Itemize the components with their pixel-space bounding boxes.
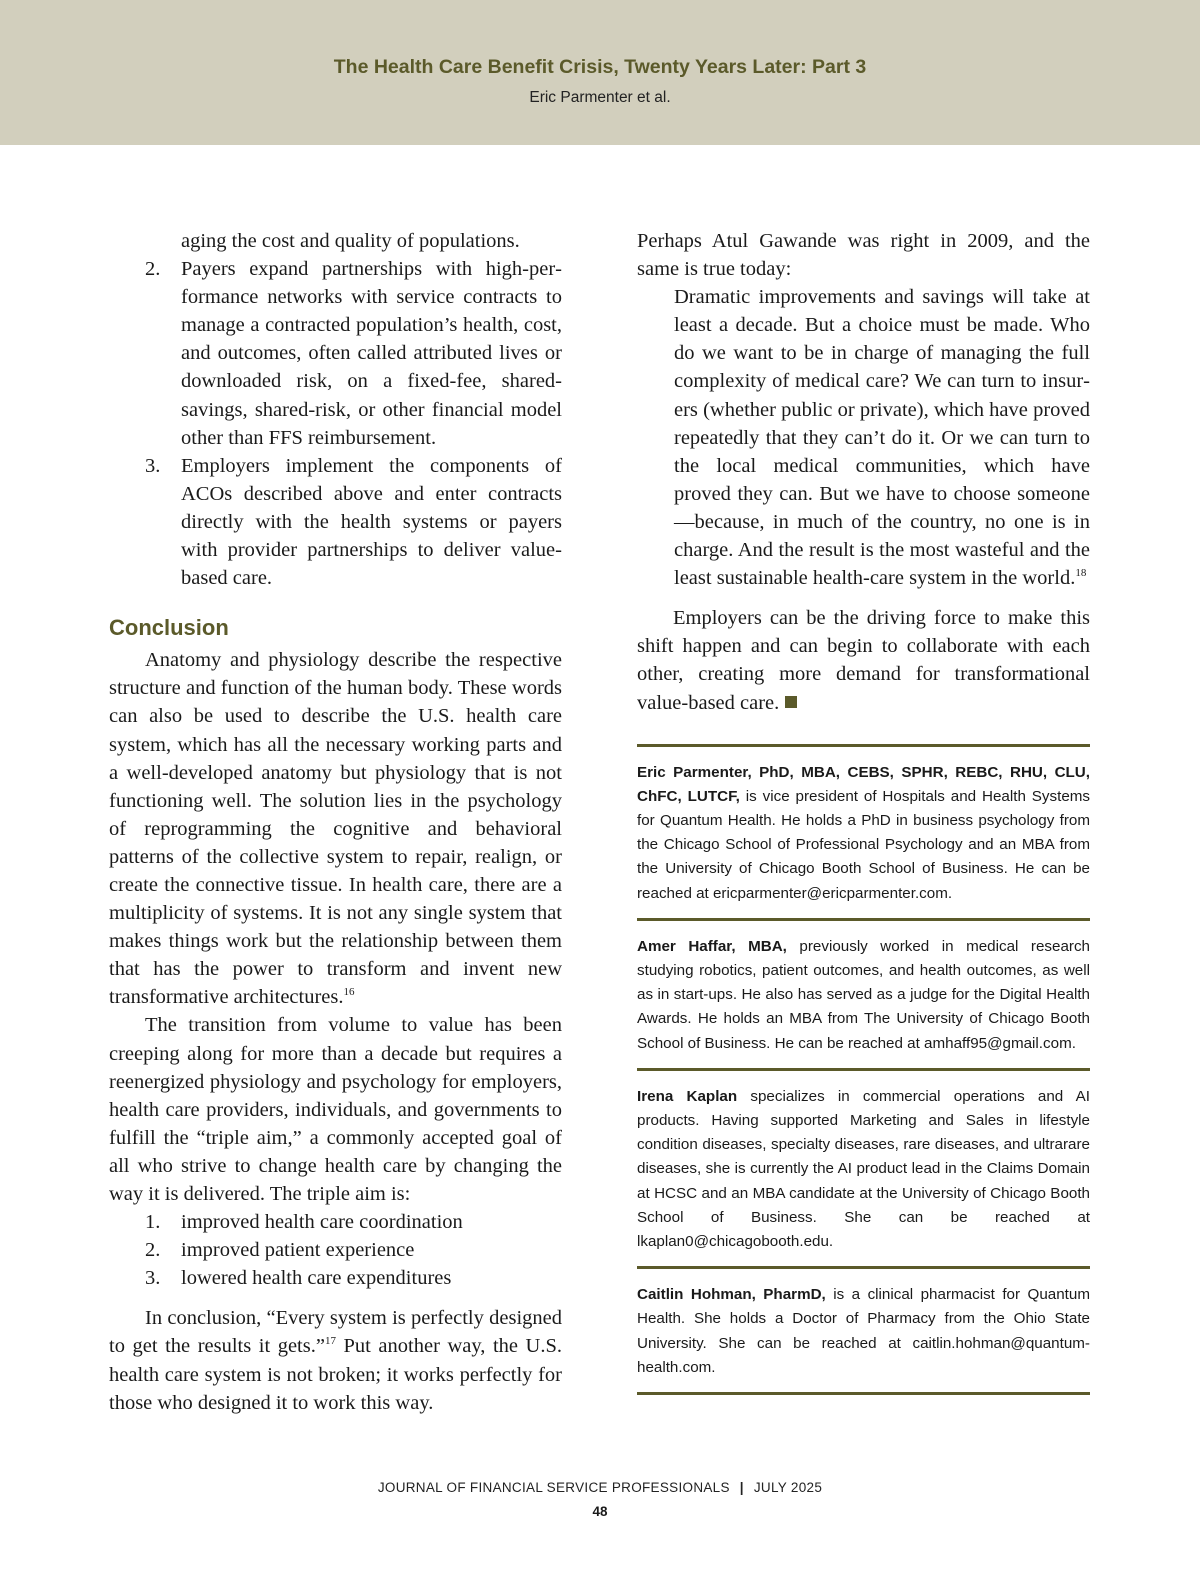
ordered-list-triple-aim	[109, 1208, 562, 1292]
paragraph	[109, 1304, 562, 1416]
paragraph-text: Employers can be the driving force to make this shift happen and can begin to collaborate with each other, creating more demand for transformational value-based care.	[637, 607, 1090, 714]
list-item	[109, 255, 562, 452]
quote-text: Dramatic improvements and savings will take at least a decade. But a choice must be made. Who do we want to be in charge of managing the full complexity of medical care? We can turn to insurers (whether public or private), which have proved repeatedly that they can’t do it. Or we can turn to the local medical communities, which have proved they can. But we have to choose someone—because, in much of the country, no one is in charge. And the result is the most wasteful and the least sustainable health-care system in the world.	[674, 286, 1090, 590]
author-name: Eric Parmenter, PhD, MBA, CEBS, SPHR, REBC, RHU, CLU, ChFC, LUTCF,	[637, 763, 1090, 805]
author-name: Caitlin Hohman, PharmD,	[637, 1286, 826, 1304]
paragraph	[109, 646, 562, 1011]
author-bio	[637, 918, 1090, 1068]
list-item	[109, 1264, 562, 1292]
footer-separator: |	[739, 1480, 744, 1495]
paragraph	[637, 227, 1090, 283]
author-name: Amer Haffar, MBA,	[637, 937, 787, 955]
author-bio	[637, 1266, 1090, 1395]
author-bio-text: is vice president of Hospitals and Health Systems for Quantum Health. He holds a PhD in business psychology from the Chicago School of Professional Psychology and an MBA from the University of Chicago Booth School of Business. He can be reached at ericparmenter@ericparmenter.com.	[637, 787, 1091, 902]
list-item	[109, 1236, 562, 1264]
author-bio-text: is a clinical pharmacist for Quantum Health. She holds a Doctor of Pharmacy from the Ohio State University. She can be reached at caitlin.hohman@quantum-health.com.	[637, 1286, 1090, 1376]
paragraph	[109, 1011, 562, 1208]
author-bios	[637, 744, 1090, 1395]
ordered-list-partnerships	[109, 255, 562, 592]
paragraph-text: The transition from volume to value has been creeping along for more than a decade but requires a reenergized physiology and psychology for employers, health care providers, individuals, and governments to fulfill the “triple aim,” a commonly accepted goal of all who strive to change health care by changing the way it is delivered. The triple aim is:	[109, 1014, 562, 1205]
list-item-text: Employers implement the components of ACOs described above and enter contracts directly with the health systems or payers with provider partnerships to deliver value-based care.	[181, 454, 562, 590]
running-title: The Health Care Benefit Crisis, Twenty Years Later: Part 3	[333, 56, 867, 78]
header-band	[0, 0, 1200, 145]
reference-marker: 18	[1075, 567, 1087, 580]
author-bio	[637, 1068, 1090, 1266]
list-item-text: improved patient experience	[181, 1239, 415, 1262]
paragraph	[637, 604, 1090, 716]
list-item-continuation: aging the cost and quality of populations.	[181, 230, 520, 252]
list-number: 2.	[145, 1239, 161, 1262]
left-column	[109, 227, 562, 1417]
list-number: 3.	[145, 454, 161, 477]
journal-name: JOURNAL OF FINANCIAL SERVICE PROFESSIONALS	[377, 1480, 730, 1495]
list-number: 3.	[145, 1267, 161, 1290]
end-mark-icon	[785, 696, 797, 708]
author-bio-text: previously worked in medical research studying robotics, patient outcomes, and health outcomes, as well as in start-ups. He also has served as a judge for the Digital Health Awards. He holds an MBA from The University of Chicago Booth School of Business. He can be reached at amhaff95@gmail.com.	[637, 937, 1090, 1052]
running-authors: Eric Parmenter et al.	[529, 89, 671, 106]
paragraph-text: Anatomy and physiology describe the respective structure and function of the human body. These words can also be used to describe the U.S. health care system, which has all the necessary working parts and a well-developed anatomy but physiology that is not functioning well. The solution lies in the psychology of reprogramming the cognitive and behavioral patterns of the collective system to repair, realign, or create the connective tissue. In health care, there are a multiplicity of systems. It is not any single system that makes things work but the relationship between them that has the power to transform and invent new transformative architectures.	[109, 649, 562, 1009]
page-footer	[0, 1480, 1200, 1495]
paragraph-text: In conclusion, “Every system is perfectly designed to get the results it gets.”	[109, 1307, 562, 1358]
page-number: 48	[592, 1504, 608, 1519]
list-item-text: improved health care coordination	[181, 1211, 463, 1234]
list-item-text: lowered health care expenditures	[181, 1267, 452, 1290]
right-column	[637, 227, 1090, 1395]
list-item	[109, 452, 562, 592]
reference-marker: 17	[324, 1335, 336, 1348]
reference-marker: 16	[343, 986, 355, 999]
author-bio-text: specializes in commercial operations and AI products. Having supported Marketing and Sales in lifestyle condition diseases, specialty diseases, rare diseases, and ultrarare diseases, she is currently the AI product lead in the Claims Domain at HCSC and an MBA candidate at the University of Chicago Booth School of Business. She can be reached at lkaplan0@chicagobooth.edu.	[637, 1087, 1090, 1251]
section-heading-conclusion: Conclusion	[109, 615, 229, 641]
author-bio	[637, 744, 1090, 918]
list-number: 1.	[145, 1211, 161, 1234]
list-number: 2.	[145, 258, 161, 281]
block-quote	[637, 283, 1090, 592]
issue-date: JULY 2025	[753, 1480, 823, 1495]
list-item	[109, 1208, 562, 1236]
author-name: Irena Kaplan	[637, 1087, 738, 1105]
list-item-text: Payers expand partnerships with high-performance networks with service contracts to manage a contracted population’s health, cost, and outcomes, often called attributed lives or downloaded risk, on a fixed-fee, shared-savings, shared-risk, or other financial model other than FFS reimbursement.	[181, 258, 562, 449]
paragraph-text: Put another way, the U.S. health care system is not broken; it works perfectly for those who designed it to work this way.	[109, 1335, 562, 1414]
paragraph-text: Perhaps Atul Gawande was right in 2009, and the same is true today:	[637, 230, 1090, 281]
